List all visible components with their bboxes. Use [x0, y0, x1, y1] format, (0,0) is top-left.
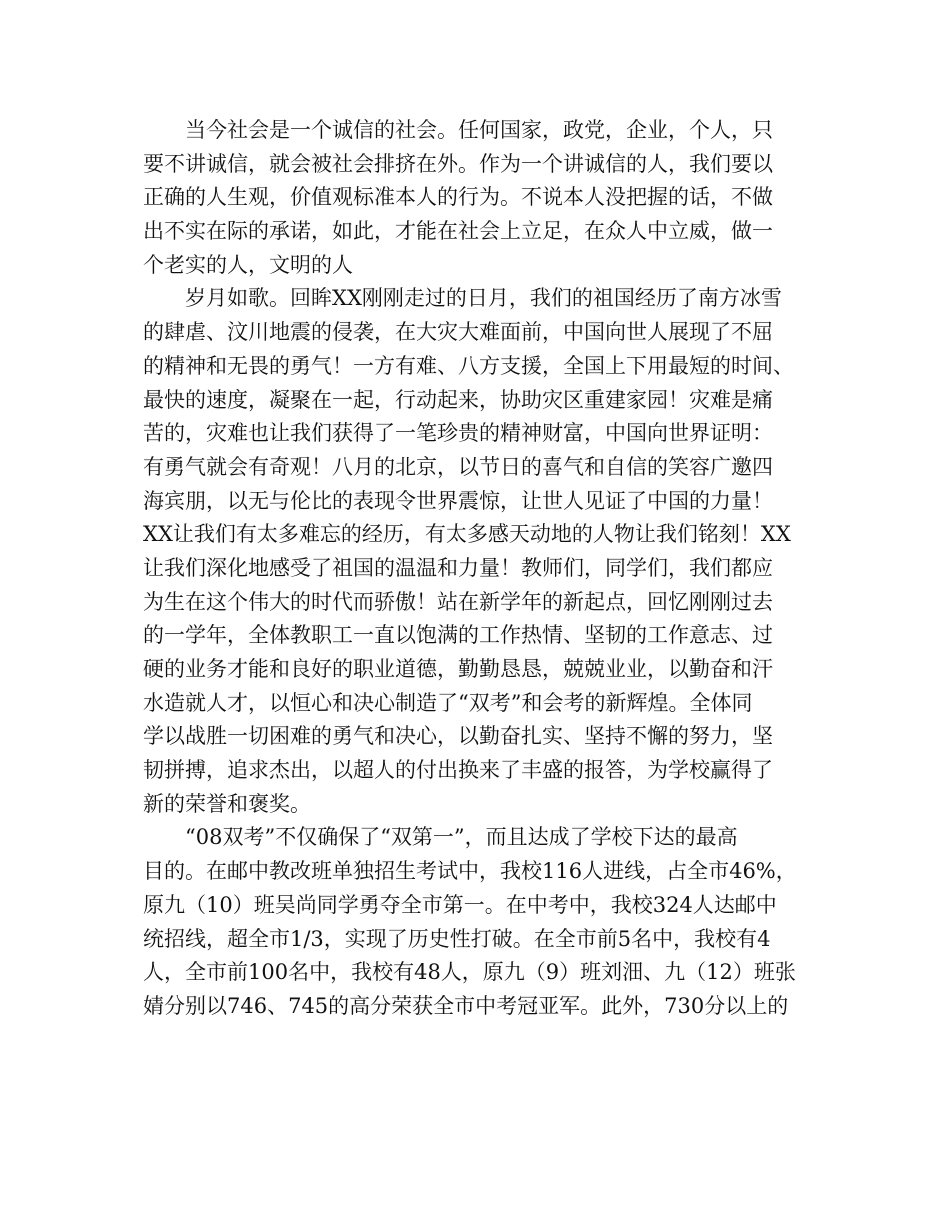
text-line: 硬的业务才能和良好的职业道德，勤勤恳恳，兢兢业业，以勤奋和汗: [143, 657, 773, 681]
text-line: 统招线，超全市1/3，实现了历史性打破。在全市前5名中，我校有4: [143, 926, 771, 951]
text-line: 苦的，灾难也让我们获得了一笔珍贵的精神财富，中国向世界证明：: [143, 421, 773, 446]
text-line: 正确的人生观，价值观标准本人的行为。不说本人没把握的话，不做: [143, 185, 773, 210]
text-line: 岁月如歌。回眸XX刚刚走过的日月，我们的祖国经历了南方冰雪: [143, 286, 782, 311]
text-line: 学以战胜一切困难的勇气和决心，以勤奋扎实、坚持不懈的努力，坚: [143, 724, 773, 749]
text-line: 当今社会是一个诚信的社会。任何国家，政党，企业，个人，只: [143, 118, 773, 142]
text-line: 目的。在邮中教改班单独招生考试中，我校116人进线，占全市46%，: [143, 859, 797, 884]
paragraph-exam-results: [143, 821, 823, 1023]
text-line: 要不讲诚信，就会被社会排挤在外。作为一个讲诚信的人，我们要以: [143, 151, 773, 176]
text-line: “08双考”不仅确保了“双第一”，而且达成了学校下达的最高: [143, 825, 738, 850]
text-line: 最快的速度，凝聚在一起，行动起来，协助灾区重建家园！灾难是痛: [143, 387, 773, 412]
text-line: 人，全市前100名中，我校有48人，原九（9）班刘沺、九（12）班张: [143, 960, 796, 985]
text-line: 的肆虐、汶川地震的侵袭，在大灾大难面前，中国向世人展现了不屈: [143, 320, 773, 345]
text-line: 婧分别以746、745的高分荣获全市中考冠亚军。此外，730分以上的: [143, 993, 789, 1018]
text-line: 出不实在际的承诺，如此，才能在社会上立足，在众人中立威，做一: [143, 219, 773, 244]
text-line: 让我们深化地感受了祖国的温温和力量！教师们，同学们，我们都应: [143, 555, 773, 580]
text-line: 韧拼搏，追求杰出，以超人的付出换来了丰盛的报答，为学校赢得了: [143, 758, 773, 783]
text-line: 的一学年，全体教职工一直以饱满的工作热情、坚韧的工作意志、过: [143, 623, 773, 648]
text-line: 海宾朋，以无与伦比的表现令世界震惊，让世人见证了中国的力量！: [143, 488, 773, 513]
text-line: 为生在这个伟大的时代而骄傲！站在新学年的新起点，回忆刚刚过去: [143, 589, 773, 614]
text-line: 新的荣誉和褒奖。: [143, 791, 311, 816]
text-line: 有勇气就会有奇观！八月的北京，以节日的喜气和自信的笑容广邀四: [143, 454, 773, 479]
text-line: 原九（10）班吴尚同学勇夺全市第一。在中考中，我校324人达邮中: [143, 892, 777, 917]
text-line: 个老实的人，文明的人: [143, 252, 353, 277]
text-line: 水造就人才，以恒心和决心制造了“双考”和会考的新辉煌。全体同: [143, 690, 753, 715]
text-line: 的精神和无畏的勇气！一方有难、八方支援，全国上下用最短的时间、: [143, 353, 794, 378]
document-body: [143, 114, 823, 1024]
text-line: XX让我们有太多难忘的经历，有太多感天动地的人物让我们铭刻！XX: [143, 522, 791, 547]
paragraph-year-review: [143, 282, 823, 821]
paragraph-integrity: [143, 114, 823, 282]
